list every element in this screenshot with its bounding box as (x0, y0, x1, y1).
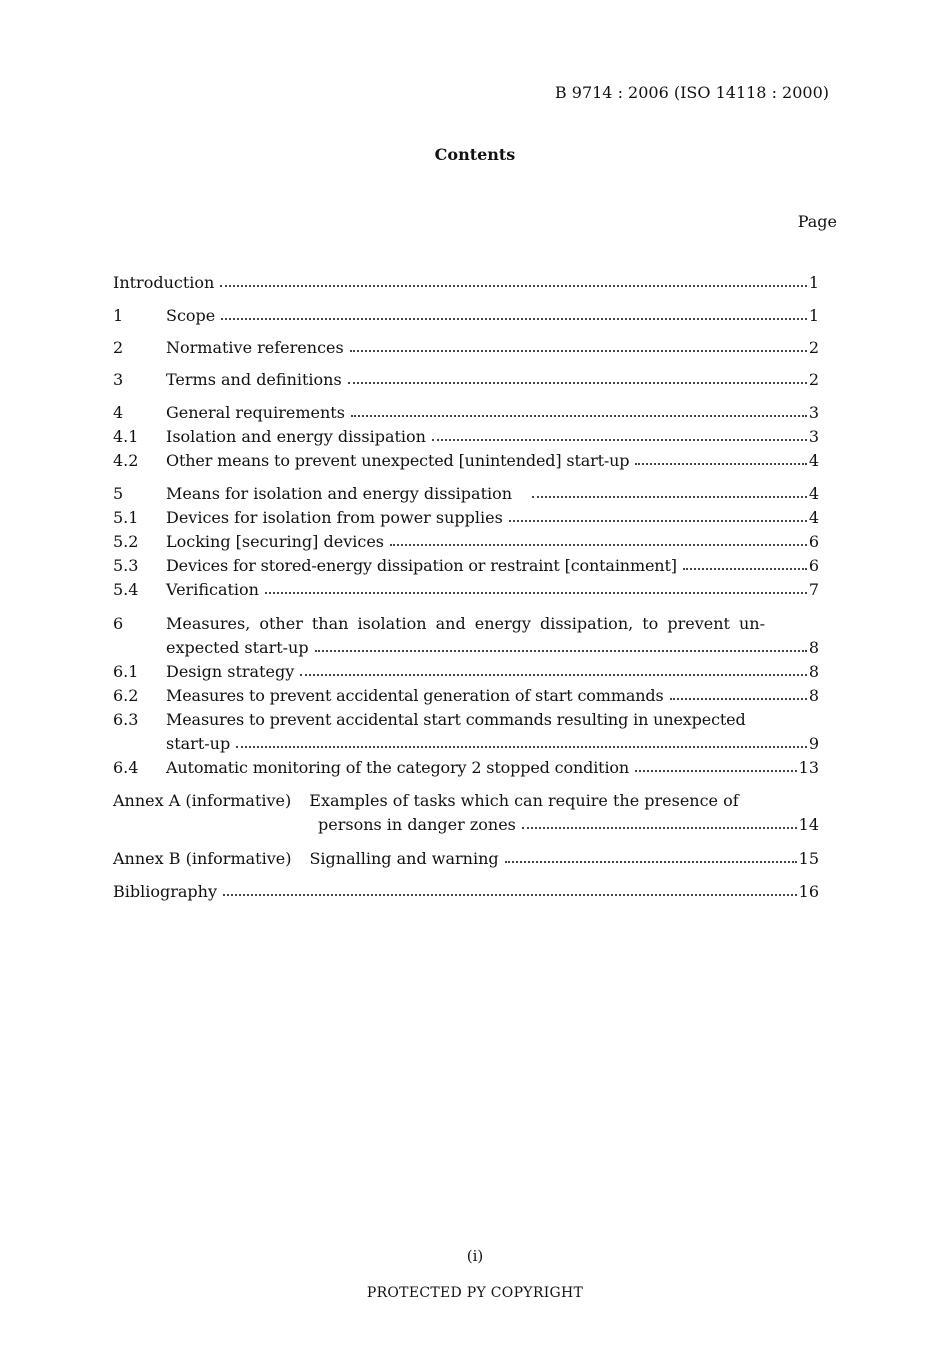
toc-title: Verification (166, 580, 259, 599)
page-title: Contents (434, 145, 516, 164)
toc-page: 4 (808, 484, 819, 503)
toc-title: Bibliography (113, 882, 217, 901)
toc-leader (315, 650, 807, 652)
footer-page-number: (i) (466, 1247, 484, 1265)
toc-page: 2 (808, 338, 819, 357)
toc-number: 5 (113, 484, 124, 503)
toc-title: Automatic monitoring of the category 2 stopped condition (166, 758, 630, 777)
toc-title: Means for isolation and energy dissipation (166, 484, 513, 503)
toc-title: Design strategy (166, 662, 295, 681)
toc-number: Annex A (informative) (113, 791, 292, 810)
toc-title: Scope (166, 306, 216, 325)
toc-title: Terms and definitions (166, 370, 342, 389)
toc-page: 2 (808, 370, 819, 389)
toc-number: 6 (113, 614, 124, 633)
toc-entry-6[interactable] (113, 614, 765, 638)
toc-leader (265, 592, 807, 594)
toc-leader (348, 382, 807, 384)
toc-page: 15 (798, 849, 819, 868)
toc-leader (350, 350, 807, 352)
toc-entry-introduction[interactable] (113, 273, 819, 297)
toc-title-line2: start-up (166, 734, 231, 753)
toc-entry-6-3-cont[interactable] (113, 734, 819, 758)
toc-title: Locking [securing] devices (166, 532, 384, 551)
toc-page: 6 (808, 532, 819, 551)
toc-entry-5-3[interactable] (113, 556, 819, 580)
toc-number: 6.4 (113, 758, 139, 777)
toc-title: Measures to prevent accidental generation of start commands (166, 686, 664, 705)
toc-entry-4-2[interactable] (113, 451, 819, 475)
toc-page: 13 (798, 758, 819, 777)
toc-title: Devices for isolation from power supplies (166, 508, 503, 527)
toc-entry-5[interactable] (113, 484, 819, 508)
toc-leader (300, 674, 807, 676)
page-column-label: Page (797, 212, 837, 231)
toc-title: Isolation and energy dissipation (166, 427, 426, 446)
toc-leader (505, 861, 797, 863)
toc-entry-5-2[interactable] (113, 532, 819, 556)
toc-title-line1: Measures, other than isolation and energy dissipation, to prevent un- (166, 614, 765, 633)
toc-number: 6.1 (113, 662, 139, 681)
standard-code: B 9714 : 2006 (ISO 14118 : 2000) (554, 83, 829, 102)
toc-number: 5.2 (113, 532, 139, 551)
toc-page: 16 (798, 882, 819, 901)
toc-title: Introduction (113, 273, 215, 292)
toc-title-line2: expected start-up (166, 638, 309, 657)
toc-leader (522, 827, 797, 829)
toc-entry-3[interactable] (113, 370, 819, 394)
toc-entry-6-cont[interactable] (113, 638, 819, 662)
toc-leader (670, 698, 807, 700)
toc-entry-6-4[interactable] (113, 758, 819, 782)
toc-entry-annex-a-cont[interactable] (318, 815, 819, 839)
toc-leader (221, 318, 807, 320)
toc-page: 3 (808, 427, 819, 446)
toc-entry-bibliography[interactable] (113, 882, 819, 906)
toc-title: Devices for stored-energy dissipation or restraint [containment] (166, 556, 677, 575)
toc-title-line1: Measures to prevent accidental start commands resulting in unexpected (166, 710, 746, 729)
toc-entry-6-2[interactable] (113, 686, 819, 710)
toc-leader (220, 285, 806, 287)
toc-title: General requirements (166, 403, 345, 422)
toc-title-line2: persons in danger zones (318, 815, 516, 834)
toc-page: 8 (808, 638, 819, 657)
toc-page: 1 (808, 273, 819, 292)
toc-number: 4.1 (113, 427, 139, 446)
toc-page: 1 (808, 306, 819, 325)
toc-number: 4 (113, 403, 124, 422)
toc-leader (532, 496, 807, 498)
toc-page: 6 (808, 556, 819, 575)
toc-page: 7 (808, 580, 819, 599)
toc-page: 4 (808, 451, 819, 470)
toc-leader (351, 415, 807, 417)
toc-entry-2[interactable] (113, 338, 819, 362)
toc-entry-annex-a[interactable] (113, 791, 819, 815)
toc-number: 2 (113, 338, 124, 357)
toc-number: 5.4 (113, 580, 139, 599)
toc-title: Normative references (166, 338, 344, 357)
toc-leader (635, 770, 797, 772)
toc-number: 6.3 (113, 710, 139, 729)
toc-entry-5-1[interactable] (113, 508, 819, 532)
toc-number: 5.1 (113, 508, 139, 527)
toc-leader (635, 463, 806, 465)
toc-number: 1 (113, 306, 124, 325)
toc-page: 14 (798, 815, 819, 834)
toc-number: 5.3 (113, 556, 139, 575)
copyright-notice: PROTECTED PY COPYRIGHT (366, 1285, 584, 1301)
toc-leader (236, 746, 807, 748)
toc-number: 3 (113, 370, 124, 389)
toc-leader (509, 520, 807, 522)
toc-entry-4[interactable] (113, 403, 819, 427)
toc-page: 3 (808, 403, 819, 422)
toc-entry-6-1[interactable] (113, 662, 819, 686)
toc-entry-4-1[interactable] (113, 427, 819, 451)
toc-entry-5-4[interactable] (113, 580, 819, 604)
toc-number: 4.2 (113, 451, 139, 470)
toc-entry-6-3[interactable] (113, 710, 819, 734)
toc-leader (223, 894, 797, 896)
toc-title-line1: Examples of tasks which can require the presence of (309, 791, 739, 810)
toc-entry-1[interactable] (113, 306, 819, 330)
toc-title: Signalling and warning (309, 849, 499, 868)
toc-entry-annex-b[interactable] (113, 849, 819, 873)
toc-leader (683, 568, 807, 570)
toc-title: Other means to prevent unexpected [unintended] start-up (166, 451, 630, 470)
toc-leader (390, 544, 807, 546)
toc-number: 6.2 (113, 686, 139, 705)
toc-number: Annex B (informative) (113, 849, 292, 868)
toc-page: 8 (808, 686, 819, 705)
toc-leader (432, 439, 807, 441)
toc-page: 4 (808, 508, 819, 527)
toc-page: 8 (808, 662, 819, 681)
toc-page: 9 (808, 734, 819, 753)
